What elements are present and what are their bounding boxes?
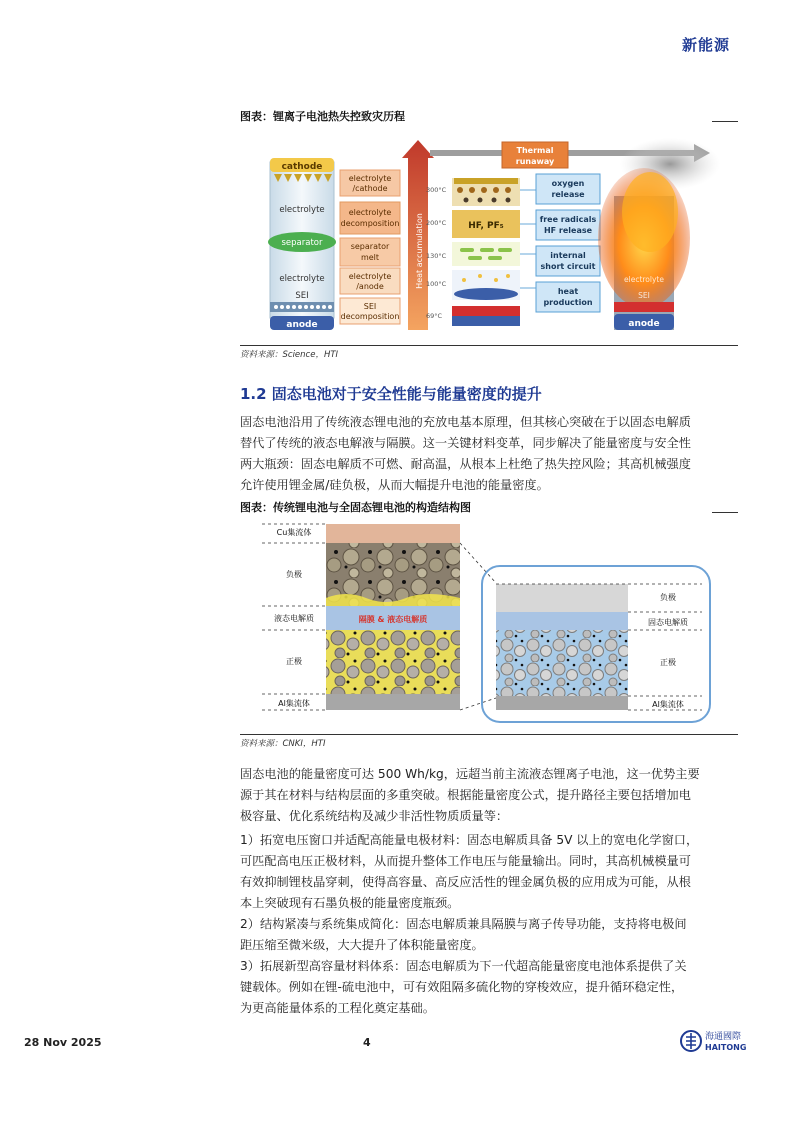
svg-text:runaway: runaway — [515, 157, 555, 166]
svg-text:internal: internal — [550, 251, 586, 260]
svg-text:HF release: HF release — [543, 226, 593, 235]
paragraph-3-line: 2）结构紧凑与系统集成简化：固态电解质兼具隔膜与离子传导功能，支持将电极间 — [240, 917, 687, 931]
paragraph-1-line: 两大瓶颈：固态电解质不可燃、耐高温，从根本上杜绝了热失控风险；其高机械强度 — [240, 457, 691, 471]
paragraph-1 — [240, 412, 740, 496]
anode-label: anode — [286, 320, 318, 330]
paragraph-2-line: 极容量、优化系统结构及减少非活性物质质量等： — [240, 809, 509, 823]
logo-cn: 海通國際 — [705, 1032, 742, 1042]
svg-text:melt: melt — [360, 253, 380, 262]
paragraph-3-line: 有效抑制锂枝晶穿刺，使得高容量、高反应活性的锂金属负极的应用成为可能，从根 — [240, 875, 691, 889]
svg-text:release: release — [551, 190, 585, 199]
figure2-title: 图表：传统锂电池与全固态锂电池的构造结构图 — [240, 501, 471, 514]
right-label-al: Al集流体 — [652, 700, 684, 709]
svg-text:decomposition: decomposition — [340, 312, 400, 321]
right-label-anode: 负极 — [660, 593, 676, 602]
svg-text:free radicals: free radicals — [539, 215, 597, 224]
svg-text:HF, PF₅: HF, PF₅ — [468, 221, 504, 231]
paragraph-3-line: 本上突破现有石墨负极的能量密度瓶颈。 — [240, 896, 460, 910]
stage-boxes — [340, 170, 400, 324]
paragraph-3 — [240, 830, 740, 1019]
sei-label: SEI — [295, 291, 309, 301]
figure1-rule-top — [712, 121, 738, 122]
figure2-source: 资料来源：CNKI，HTI — [240, 739, 326, 749]
thermal-runaway-figure — [240, 126, 738, 344]
paragraph-2-line: 固态电池的能量密度可达 500 Wh/kg，远超当前主流液态锂离子电池，这一优势主要 — [240, 767, 700, 781]
paragraph-2-line: 源于其在材料与结构层面的多重突破。根据能量密度公式，提升路径主要包括增加电 — [240, 788, 691, 802]
solid-state-battery-stack — [496, 584, 628, 710]
section-title: 1.2 固态电池对于安全性能与能量密度的提升 — [240, 385, 542, 403]
paragraph-3-line: 距压缩至微米级，大大提升了体积能量密度。 — [240, 938, 484, 952]
paragraph-2 — [240, 764, 740, 827]
temperature-labels — [426, 186, 447, 320]
svg-text:anode: anode — [628, 319, 660, 329]
figure1-source: 资料来源：Science，HTI — [240, 350, 339, 360]
right-label-solid: 固态电解质 — [648, 618, 688, 627]
burning-battery — [598, 138, 720, 330]
paragraph-1-line: 替代了传统的液态电解液与隔膜。这一关键材料变革，同步解决了能量密度与安全性 — [240, 436, 691, 450]
electrolyte-top-label: electrolyte — [279, 205, 325, 215]
svg-text:/anode: /anode — [356, 282, 384, 291]
svg-text:production: production — [543, 298, 593, 307]
figure2-rule-top — [712, 512, 738, 513]
svg-text:100°C: 100°C — [426, 280, 447, 288]
left-label-cu: Cu集流体 — [276, 528, 312, 537]
svg-text:electrolyte: electrolyte — [348, 208, 392, 217]
separator-label: separator — [281, 238, 323, 248]
page-number: 4 — [363, 1036, 371, 1049]
reaction-panels — [452, 178, 520, 326]
left-label-al: Al集流体 — [278, 699, 310, 708]
svg-text:SEI: SEI — [363, 302, 377, 311]
paragraph-1-line: 固态电池沿用了传统液态锂电池的充放电基本原理，但其核心突破在于以固态电解质 — [240, 415, 691, 429]
paragraph-3-line: 1）拓宽电压窗口并适配高能量电极材料：固态电解质具备 5V 以上的宽电化学窗口， — [240, 833, 699, 847]
heat-accumulation-label: Heat accumulation — [415, 213, 424, 289]
left-label-cathode: 正极 — [286, 657, 302, 666]
svg-text:electrolyte: electrolyte — [624, 275, 664, 284]
svg-text:electrolyte: electrolyte — [348, 272, 392, 281]
section-tag: 新能源 — [682, 36, 731, 54]
electrolyte-bottom-label: electrolyte — [279, 274, 325, 284]
haitong-logo — [680, 1028, 760, 1054]
svg-text:separator: separator — [350, 242, 390, 251]
svg-text:Thermal: Thermal — [516, 146, 554, 155]
left-label-anode: 负极 — [286, 570, 302, 579]
paragraph-3-line: 可匹配高电压正极材料，从而提升整体工作电压与能量输出。同时，其高机械模量可 — [240, 854, 691, 868]
svg-text:electrolyte: electrolyte — [348, 174, 392, 183]
figure1-rule-bottom — [240, 345, 738, 346]
logo-en: HAITONG — [705, 1043, 747, 1052]
separator-label: 隔膜 & 液态电解质 — [358, 615, 428, 624]
svg-text:oxygen: oxygen — [551, 179, 585, 188]
footer-date: 28 Nov 2025 — [24, 1036, 102, 1049]
svg-text:heat: heat — [557, 287, 579, 296]
svg-text:130°C: 130°C — [426, 252, 447, 260]
svg-text:200°C: 200°C — [426, 219, 447, 227]
paragraph-3-line: 键载体。例如在锂-硫电池中，可有效阻隔多硫化物的穿梭效应，提升循环稳定性， — [240, 980, 684, 994]
figure2-rule-bottom — [240, 734, 738, 735]
left-label-liquid: 液态电解质 — [274, 614, 314, 623]
svg-text:SEI: SEI — [638, 291, 650, 300]
cathode-label: cathode — [281, 162, 323, 172]
traditional-battery-stack — [326, 524, 460, 710]
effect-boxes — [536, 174, 600, 312]
svg-text:short circuit: short circuit — [540, 262, 596, 271]
battery-cylinder-left — [268, 158, 336, 330]
svg-text:300°C: 300°C — [426, 186, 447, 194]
figure1-title: 图表：锂离子电池热失控致灾历程 — [240, 110, 405, 123]
paragraph-3-line: 为更高能量体系的工程化奠定基础。 — [240, 1001, 435, 1015]
battery-structure-figure — [240, 518, 738, 732]
paragraph-1-line: 允许使用锂金属/硅负极，从而大幅提升电池的能量密度。 — [240, 478, 549, 492]
svg-text:/cathode: /cathode — [352, 184, 388, 193]
paragraph-3-line: 3）拓展新型高容量材料体系：固态电解质为下一代超高能量密度电池体系提供了关 — [240, 959, 687, 973]
right-label-cathode: 正极 — [660, 658, 676, 667]
svg-text:decomposition: decomposition — [340, 219, 400, 228]
svg-text:69°C: 69°C — [426, 312, 443, 320]
